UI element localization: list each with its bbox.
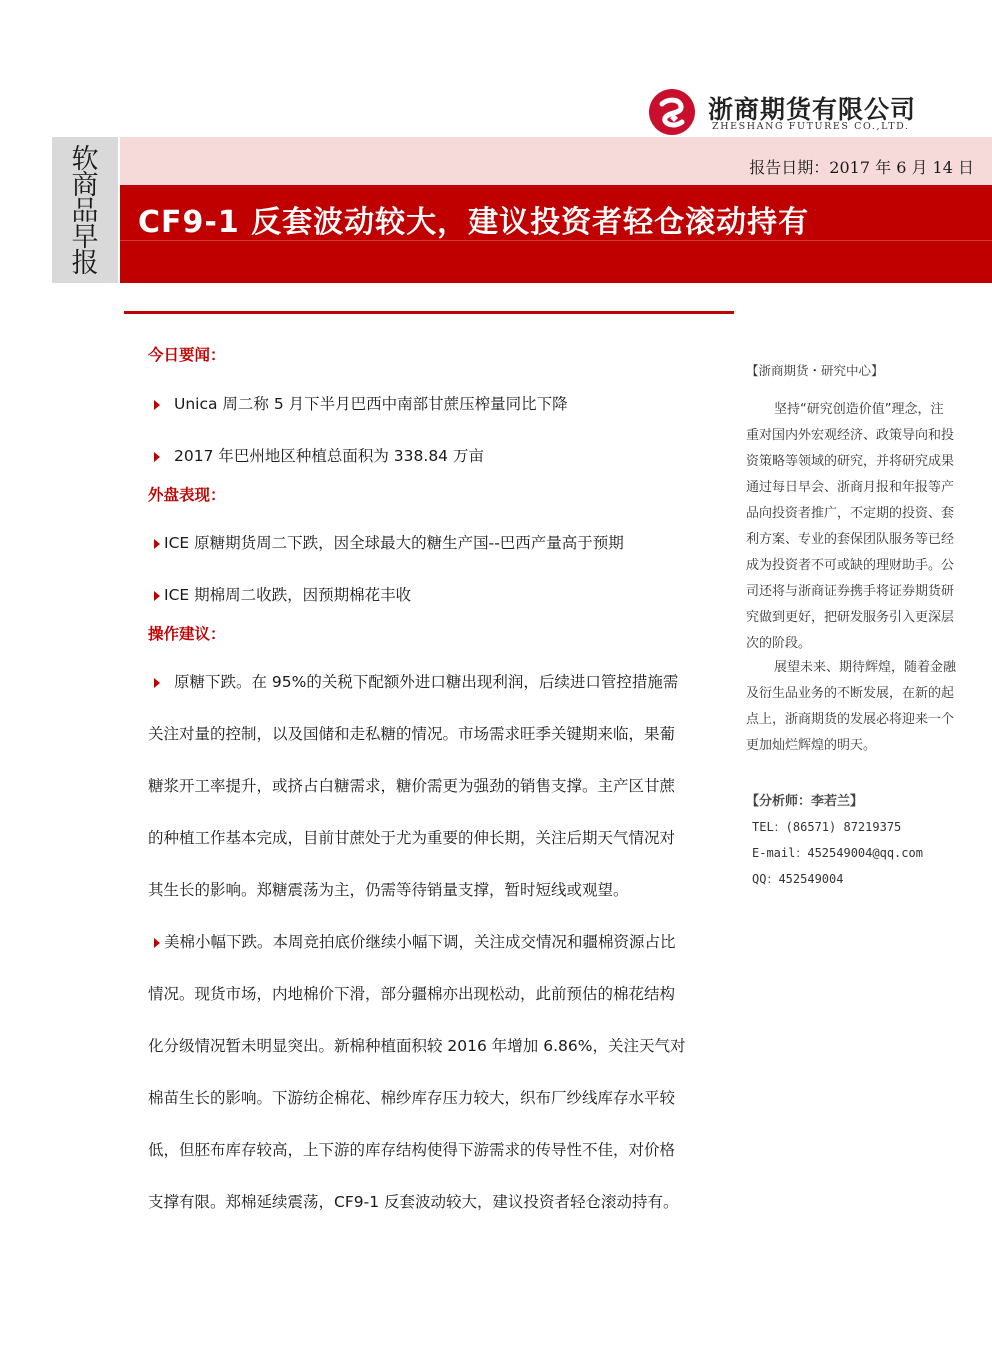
- category-char: 商: [71, 170, 99, 201]
- category-tag: [52, 137, 118, 283]
- news-heading: 今日要闻：: [148, 346, 226, 364]
- category-tag-text: [52, 144, 118, 279]
- category-char: 软: [71, 144, 99, 175]
- advice-cotton-paragraph: 美棉小幅下跌。本周竞拍底价继续小幅下调，关注成交情况和疆棉资源占比 情况。现货市场，内地棉价下滑，部分疆棉亦出现松动，此前预估的棉花结构 化分级情况暂未明显突出。新棉种植面积较 2016 年增加 6.86%，关注天气对 棉苗生长的影响。下游纺企棉花、棉纱库存压力较大，织布厂纱线库存水平较 低，但胚布库存较高，上下游的库存结构使得下游需求的传导性不佳，对价格 支撑有限。郑棉延续震荡，CF9-1 反套波动较大，建议投资者轻仓滚动持有。: [148, 933, 686, 1211]
- category-char: 早: [71, 222, 99, 253]
- section-divider: [124, 311, 734, 314]
- category-char: 品: [71, 196, 99, 227]
- research-center-paragraph-2: 展望未来、期待辉煌，随着金融 及衍生品业务的不断发展，在新的起 点上，浙商期货的发展必将迎来一个 更加灿烂辉煌的明天。: [746, 660, 957, 753]
- analyst-heading: 【分析师：李若兰】: [746, 794, 864, 809]
- report-title: CF9-1 反套波动较大，建议投资者轻仓滚动持有: [138, 205, 810, 240]
- foreign-item: ICE 期棉周二收跌，因预期棉花丰收: [148, 583, 411, 605]
- company-logo: [648, 88, 938, 138]
- analyst-email: E-mail：452549004@qq.com: [752, 846, 923, 860]
- category-char: 报: [71, 248, 99, 279]
- foreign-item: ICE 原糖期货周二下跌，因全球最大的糖生产国--巴西产量高于预期: [148, 531, 624, 553]
- bullet-triangle-icon: [154, 539, 160, 549]
- bullet-triangle-icon: [154, 591, 160, 601]
- bullet-triangle-icon: [154, 678, 160, 688]
- news-item: 2017 年巴州地区种植总面积为 338.84 万亩: [148, 444, 484, 466]
- research-center-paragraph-1: 坚持“研究创造价值”理念，注 重对国内外宏观经济、政策导向和投 资策略等领域的研究，并将研究成果 通过每日早会、浙商月报和年报等产 品向投资者推广，不定期的投资、套 利方案、专业的套保团队服务等已经 成为投资者不可或缺的理财助手。公 司还将与浙商证券携手将证券期货研 究做到更好，把研发服务引入更深层 次的阶段。: [746, 402, 955, 651]
- news-item: Unica 周二称 5 月下半月巴西中南部甘蔗压榨量同比下降: [148, 392, 568, 414]
- bullet-triangle-icon: [154, 938, 160, 948]
- bullet-triangle-icon: [154, 452, 160, 462]
- company-name-en: ZHESHANG FUTURES CO.,LTD.: [712, 121, 910, 132]
- analyst-qq: QQ：452549004: [752, 872, 844, 886]
- report-date: 报告日期：2017 年 6 月 14 日: [749, 158, 974, 177]
- advice-heading: 操作建议：: [148, 625, 226, 643]
- bullet-triangle-icon: [154, 400, 160, 410]
- research-center-heading: 【浙商期货・研究中心】: [746, 363, 884, 378]
- analyst-tel: TEL：(86571) 87219375: [752, 820, 902, 834]
- company-name-cn: 浙商期货有限公司: [708, 95, 917, 124]
- foreign-heading: 外盘表现：: [148, 486, 226, 504]
- advice-sugar-paragraph: 原糖下跌。在 95%的关税下配额外进口糖出现利润，后续进口管控措施需 关注对量的控制，以及国储和走私糖的情况。市场需求旺季关键期来临，果葡 糖浆开工率提升，或挤占白糖需求，糖价需更为强劲的销售支撑。主产区甘蔗 的种植工作基本完成，目前甘蔗处于尤为重要的伸长期，关注后期天气情况对 其生长的影响。郑糖震荡为主，仍需等待销量支撑，暂时短线或观望。: [148, 673, 679, 899]
- zheshang-logo-icon: [648, 88, 696, 136]
